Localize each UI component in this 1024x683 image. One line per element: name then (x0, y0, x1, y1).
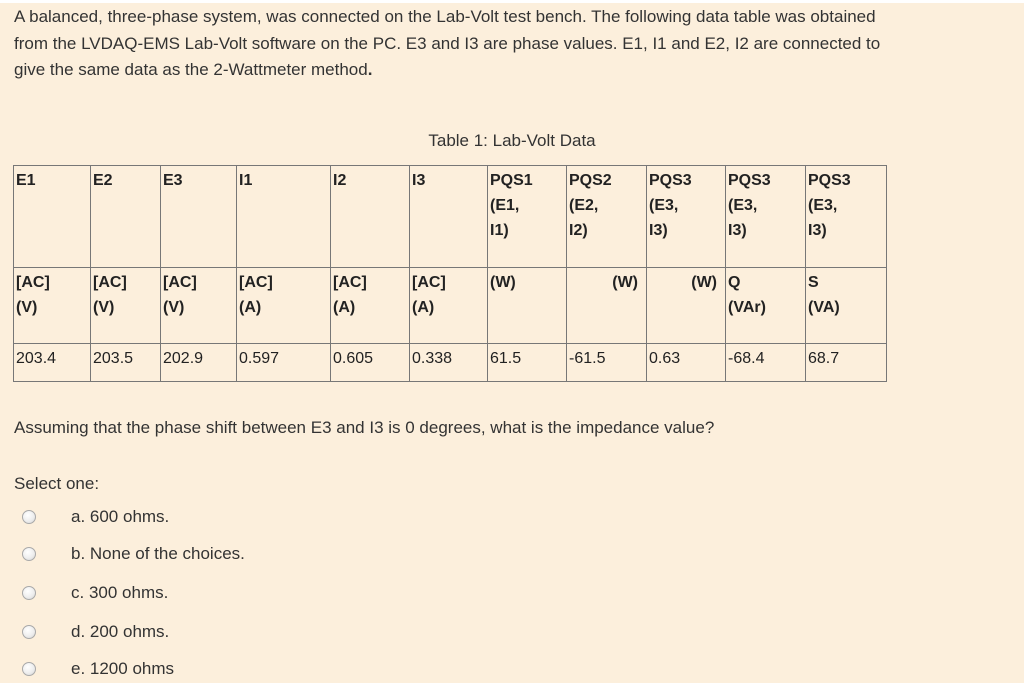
unit-i3: [AC] (A) (410, 268, 488, 344)
unit-i2: [AC] (A) (331, 268, 410, 344)
option-b[interactable] (22, 542, 245, 566)
option-d[interactable] (22, 620, 170, 644)
unit-pqs3-s: S (VA) (806, 268, 887, 344)
question-text (14, 4, 1004, 84)
question-line-3-text: give the same data as the 2-Wattmeter method (14, 60, 368, 79)
unit-pqs2: (W) (567, 268, 647, 344)
question-line-3-period: . (367, 60, 373, 79)
header-e3: E3 (161, 166, 237, 268)
question-line-1: A balanced, three-phase system, was connected on the Lab-Volt test bench. The following data table was obtained (14, 7, 876, 26)
unit-e1: [AC] (V) (14, 268, 91, 344)
table-caption: Table 1: Lab-Volt Data (428, 131, 596, 150)
unit-pqs1: (W) (488, 268, 567, 344)
header-pqs1: PQS1 (E1, I1) (488, 166, 567, 268)
header-pqs2: PQS2 (E2, I2) (567, 166, 647, 268)
header-pqs3-w: PQS3 (E3, I3) (647, 166, 726, 268)
value-pqs3-s: 68.7 (806, 344, 887, 382)
table-value-row (14, 344, 887, 382)
unit-i1: [AC] (A) (237, 268, 331, 344)
value-e1: 203.4 (14, 344, 91, 382)
header-e1: E1 (14, 166, 91, 268)
table-header-row (14, 166, 887, 268)
option-b-label[interactable]: b. None of the choices. (71, 544, 245, 563)
unit-pqs3-w: (W) (647, 268, 726, 344)
table-unit-row (14, 268, 887, 344)
top-border (0, 0, 1024, 3)
option-a[interactable] (22, 505, 170, 529)
unit-e3: [AC] (V) (161, 268, 237, 344)
value-pqs3-q: -68.4 (726, 344, 806, 382)
lab-volt-data-table (13, 165, 887, 382)
radio-option-d[interactable] (22, 625, 36, 639)
value-pqs1: 61.5 (488, 344, 567, 382)
unit-e2: [AC] (V) (91, 268, 161, 344)
header-pqs3-q: PQS3 (E3, I3) (726, 166, 806, 268)
header-pqs3-s: PQS3 (E3, I3) (806, 166, 887, 268)
value-pqs3-w: 0.63 (647, 344, 726, 382)
value-i3: 0.338 (410, 344, 488, 382)
option-c[interactable] (22, 581, 169, 605)
value-e3: 202.9 (161, 344, 237, 382)
header-i3: I3 (410, 166, 488, 268)
radio-option-c[interactable] (22, 586, 36, 600)
radio-option-e[interactable] (22, 662, 36, 676)
question-line-2: from the LVDAQ-EMS Lab-Volt software on the PC. E3 and I3 are phase values. E1, I1 and E2, I2 are connected to (14, 33, 881, 53)
option-d-label[interactable]: d. 200 ohms. (71, 622, 170, 641)
header-i1: I1 (237, 166, 331, 268)
radio-option-a[interactable] (22, 510, 36, 524)
value-i1: 0.597 (237, 344, 331, 382)
unit-pqs3-q: Q (VAr) (726, 268, 806, 344)
radio-option-b[interactable] (22, 547, 36, 561)
value-i2: 0.605 (331, 344, 410, 382)
option-c-label[interactable]: c. 300 ohms. (71, 583, 169, 602)
value-e2: 203.5 (91, 344, 161, 382)
header-i2: I2 (331, 166, 410, 268)
select-one-label: Select one: (14, 474, 100, 493)
option-e-label[interactable]: e. 1200 ohms (71, 659, 175, 678)
header-e2: E2 (91, 166, 161, 268)
question-prompt: Assuming that the phase shift between E3 and I3 is 0 degrees, what is the impedance value? (14, 418, 715, 437)
question-line-3 (14, 57, 1004, 84)
value-pqs2: -61.5 (567, 344, 647, 382)
option-a-label[interactable]: a. 600 ohms. (71, 507, 170, 526)
option-e[interactable] (22, 657, 175, 681)
